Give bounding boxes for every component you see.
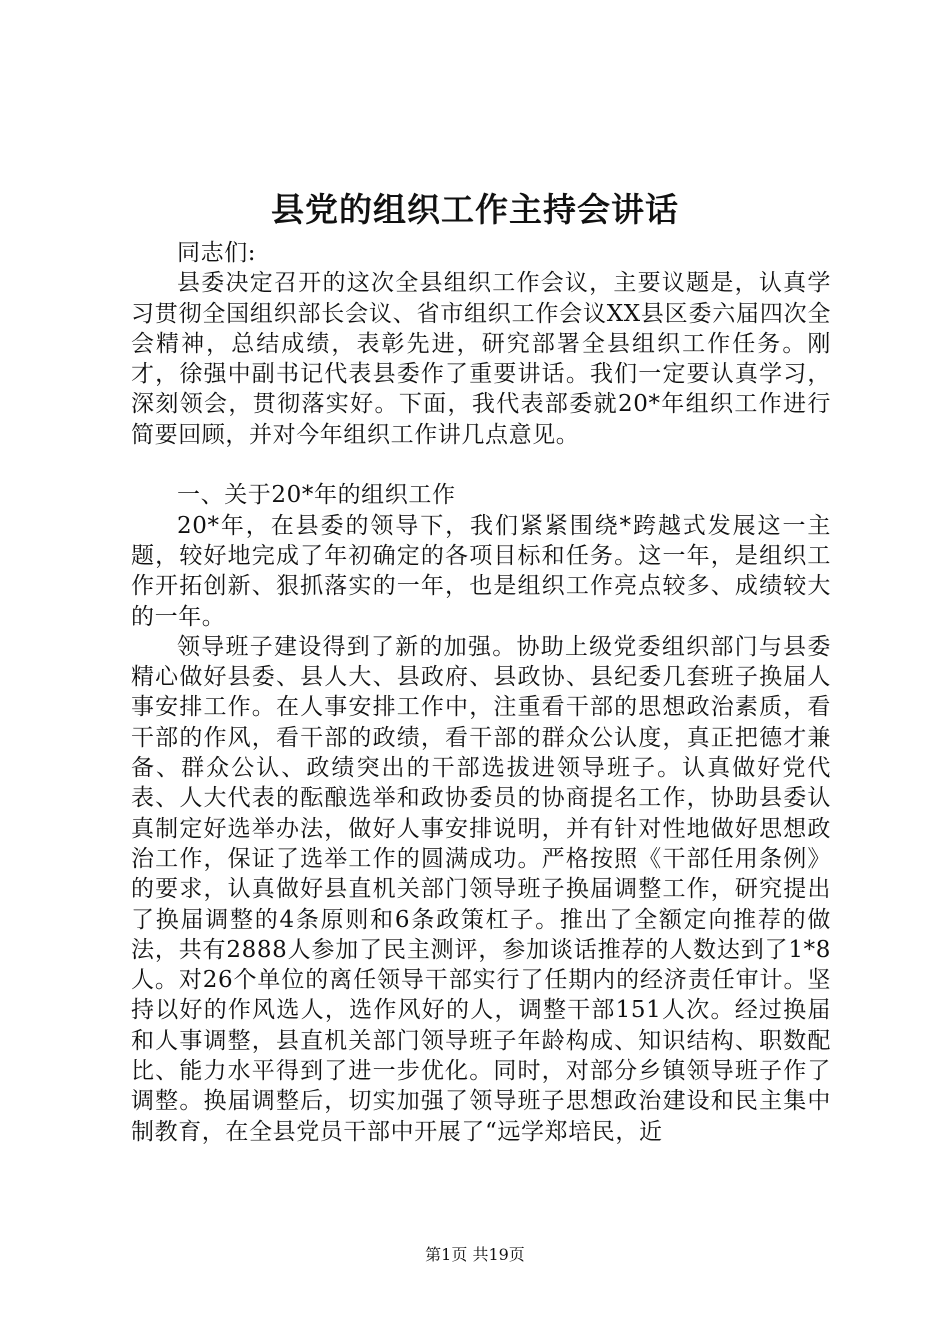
section-paragraph-2: 领导班子建设得到了新的加强。协助上级党委组织部门与县委精心做好县委、县人大、县政府、县政协、县纪委几套班子换届人事安排工作。在人事安排工作中，注重看干部的思想政治素质，看干部的作风，看干部的政绩，看干部的群众公认度，真正把德才兼备、群众公认、政绩突出的干部选拔进领导班子。认真做好党代表、人大代表的酝酿选举和政协委员的协商提名工作，协助县委认真制定好选举办法，做好人事安排说明，并有针对性地做好思想政治工作，保证了选举工作的圆满成功。严格按照《干部任用条例》的要求，认真做好县直机关部门领导班子换届调整工作，研究提出了换届调整的4条原则和6条政策杠子。推出了全额定向推荐的做法，共有2888人参加了民主测评，参加谈话推荐的人数达到了1*8人。对26个单位的离任领导干部实行了任期内的经济责任审计。坚持以好的作风选人，选作风好的人，调整干部151人次。经过换届和人事调整，县直机关部门领导班子年龄构成、知识结构、职数配比、能力水平得到了进一步优化。同时，对部分乡镇领导班子作了调整。换届调整后，切实加强了领导班子思想政治建设和民主集中制教育，在全县党员干部中开展了“远学郑培民，近	[131, 633, 831, 1145]
blank-line	[131, 450, 831, 480]
section-paragraph-1: 20*年，在县委的领导下，我们紧紧围绕*跨越式发展这一主题，较好地完成了年初确定的各项目标和任务。这一年，是组织工作开拓创新、狠抓落实的一年，也是组织工作亮点较多、成绩较大的一年。	[131, 512, 831, 630]
document-body	[131, 238, 831, 1147]
page-footer: 第1页 共19页	[425, 1245, 525, 1264]
intro-paragraph: 县委决定召开的这次全县组织工作会议，主要议题是，认真学习贯彻全国组织部长会议、省市组织工作会议XX县区委六届四次全会精神，总结成绩，表彰先进，研究部署全县组织工作任务。刚才，徐强中副书记代表县委作了重要讲话。我们一定要认真学习，深刻领会，贯彻落实好。下面，我代表部委就20*年组织工作进行简要回顾，并对今年组织工作讲几点意见。	[131, 270, 831, 448]
document-title: 县党的组织工作主持会讲话	[271, 190, 679, 229]
section-heading: 一、关于20*年的组织工作	[177, 482, 456, 509]
greeting: 同志们:	[177, 240, 257, 266]
